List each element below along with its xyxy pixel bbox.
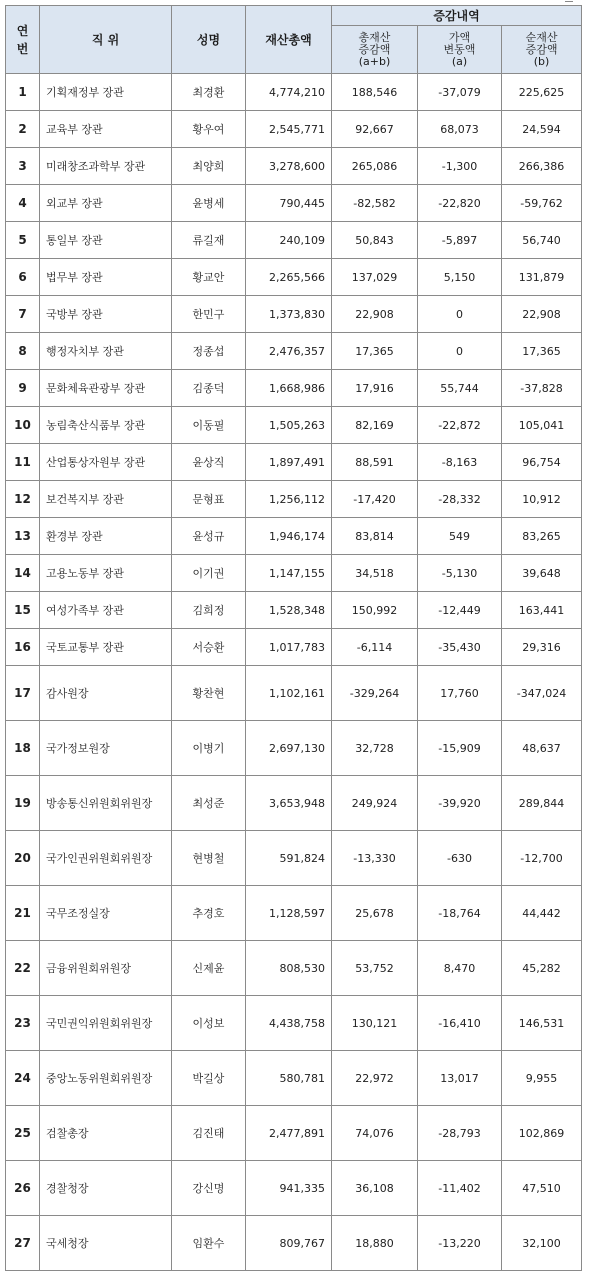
row-name: 현병철	[172, 831, 246, 886]
row-total: 1,528,348	[246, 592, 332, 629]
table-row	[6, 444, 582, 481]
row-total: 4,774,210	[246, 74, 332, 111]
row-name: 문형표	[172, 481, 246, 518]
row-net-change: 163,441	[502, 592, 582, 629]
row-total-change: -13,330	[332, 831, 418, 886]
table-row	[6, 629, 582, 666]
row-number: 8	[6, 333, 40, 370]
row-net-change: 10,912	[502, 481, 582, 518]
row-net-change: 22,908	[502, 296, 582, 333]
row-total-change: 150,992	[332, 592, 418, 629]
row-total: 2,477,891	[246, 1106, 332, 1161]
header-total-change: 총재산 증감액 (a+b)	[332, 26, 418, 74]
row-total-change: 34,518	[332, 555, 418, 592]
row-title: 감사원장	[40, 666, 172, 721]
table-row	[6, 481, 582, 518]
row-price-change: -16,410	[418, 996, 502, 1051]
row-total-change: 188,546	[332, 74, 418, 111]
table-row	[6, 886, 582, 941]
row-net-change: -12,700	[502, 831, 582, 886]
row-total-change: 17,365	[332, 333, 418, 370]
row-number: 11	[6, 444, 40, 481]
row-name: 정종섭	[172, 333, 246, 370]
header-change-group: 증감내역	[332, 6, 582, 26]
row-total-change: 53,752	[332, 941, 418, 996]
header-price-change: 가액 변동액 (a)	[418, 26, 502, 74]
row-price-change: 0	[418, 296, 502, 333]
row-price-change: -22,872	[418, 407, 502, 444]
row-name: 신제윤	[172, 941, 246, 996]
row-name: 황우여	[172, 111, 246, 148]
row-total-change: -82,582	[332, 185, 418, 222]
table-row	[6, 222, 582, 259]
row-total: 1,128,597	[246, 886, 332, 941]
row-total-change: 83,814	[332, 518, 418, 555]
row-price-change: 5,150	[418, 259, 502, 296]
corner-mark	[565, 1, 573, 2]
row-total: 3,653,948	[246, 776, 332, 831]
asset-table-container	[5, 5, 581, 1271]
table-row	[6, 518, 582, 555]
row-net-change: 146,531	[502, 996, 582, 1051]
row-net-change: 17,365	[502, 333, 582, 370]
row-total-change: 130,121	[332, 996, 418, 1051]
row-total-change: 25,678	[332, 886, 418, 941]
row-net-change: 39,648	[502, 555, 582, 592]
row-name: 강신명	[172, 1161, 246, 1216]
row-total-change: -17,420	[332, 481, 418, 518]
row-total-change: 137,029	[332, 259, 418, 296]
table-row	[6, 148, 582, 185]
row-total-change: -6,114	[332, 629, 418, 666]
row-number: 24	[6, 1051, 40, 1106]
row-number: 2	[6, 111, 40, 148]
row-price-change: -8,163	[418, 444, 502, 481]
header-no: 연 번	[6, 6, 40, 74]
row-total: 2,265,566	[246, 259, 332, 296]
row-price-change: -35,430	[418, 629, 502, 666]
row-price-change: -5,130	[418, 555, 502, 592]
table-row	[6, 74, 582, 111]
row-price-change: -39,920	[418, 776, 502, 831]
row-total-change: 92,667	[332, 111, 418, 148]
row-number: 7	[6, 296, 40, 333]
table-row	[6, 831, 582, 886]
row-price-change: 549	[418, 518, 502, 555]
row-price-change: -15,909	[418, 721, 502, 776]
row-title: 국무조정실장	[40, 886, 172, 941]
row-title: 법무부 장관	[40, 259, 172, 296]
row-name: 황찬현	[172, 666, 246, 721]
row-number: 15	[6, 592, 40, 629]
row-price-change: 8,470	[418, 941, 502, 996]
row-name: 윤성규	[172, 518, 246, 555]
row-title: 행정자치부 장관	[40, 333, 172, 370]
row-number: 27	[6, 1216, 40, 1271]
row-total-change: 50,843	[332, 222, 418, 259]
row-title: 국세청장	[40, 1216, 172, 1271]
row-price-change: 13,017	[418, 1051, 502, 1106]
row-number: 14	[6, 555, 40, 592]
row-total: 1,897,491	[246, 444, 332, 481]
row-net-change: 266,386	[502, 148, 582, 185]
table-row	[6, 1216, 582, 1271]
row-title: 국민권익위원회위원장	[40, 996, 172, 1051]
row-price-change: -12,449	[418, 592, 502, 629]
row-price-change: -28,332	[418, 481, 502, 518]
row-title: 농림축산식품부 장관	[40, 407, 172, 444]
row-price-change: -18,764	[418, 886, 502, 941]
table-row	[6, 666, 582, 721]
row-total-change: 82,169	[332, 407, 418, 444]
table-row	[6, 333, 582, 370]
row-number: 10	[6, 407, 40, 444]
header-net-change: 순재산 증감액 (b)	[502, 26, 582, 74]
row-number: 13	[6, 518, 40, 555]
row-net-change: 131,879	[502, 259, 582, 296]
table-row	[6, 1106, 582, 1161]
row-name: 최양희	[172, 148, 246, 185]
row-total: 1,256,112	[246, 481, 332, 518]
row-total: 808,530	[246, 941, 332, 996]
row-net-change: 96,754	[502, 444, 582, 481]
row-total: 1,102,161	[246, 666, 332, 721]
row-total-change: 22,972	[332, 1051, 418, 1106]
header-name: 성명	[172, 6, 246, 74]
row-total-change: 22,908	[332, 296, 418, 333]
row-name: 이병기	[172, 721, 246, 776]
row-number: 4	[6, 185, 40, 222]
row-price-change: 17,760	[418, 666, 502, 721]
row-total: 790,445	[246, 185, 332, 222]
row-price-change: 68,073	[418, 111, 502, 148]
row-name: 윤병세	[172, 185, 246, 222]
row-title: 여성가족부 장관	[40, 592, 172, 629]
row-total: 580,781	[246, 1051, 332, 1106]
row-net-change: 44,442	[502, 886, 582, 941]
row-total-change: -329,264	[332, 666, 418, 721]
row-net-change: -59,762	[502, 185, 582, 222]
table-row	[6, 592, 582, 629]
table-row	[6, 776, 582, 831]
row-title: 외교부 장관	[40, 185, 172, 222]
row-name: 김희정	[172, 592, 246, 629]
row-total: 3,278,600	[246, 148, 332, 185]
row-total: 240,109	[246, 222, 332, 259]
header-total: 재산총액	[246, 6, 332, 74]
row-name: 김진태	[172, 1106, 246, 1161]
table-row	[6, 721, 582, 776]
row-number: 18	[6, 721, 40, 776]
row-number: 20	[6, 831, 40, 886]
row-number: 17	[6, 666, 40, 721]
row-price-change: 55,744	[418, 370, 502, 407]
row-title: 산업통상자원부 장관	[40, 444, 172, 481]
row-title: 보건복지부 장관	[40, 481, 172, 518]
row-title: 국가인권위원회위원장	[40, 831, 172, 886]
row-title: 기획재정부 장관	[40, 74, 172, 111]
table-row	[6, 296, 582, 333]
row-total: 1,147,155	[246, 555, 332, 592]
row-net-change: 9,955	[502, 1051, 582, 1106]
table-row	[6, 1051, 582, 1106]
row-price-change: -22,820	[418, 185, 502, 222]
row-price-change: -28,793	[418, 1106, 502, 1161]
row-total: 591,824	[246, 831, 332, 886]
table-row	[6, 185, 582, 222]
row-total-change: 17,916	[332, 370, 418, 407]
row-name: 이성보	[172, 996, 246, 1051]
row-total-change: 249,924	[332, 776, 418, 831]
row-title: 미래창조과학부 장관	[40, 148, 172, 185]
row-title: 문화체육관광부 장관	[40, 370, 172, 407]
row-total: 1,373,830	[246, 296, 332, 333]
row-name: 이기권	[172, 555, 246, 592]
row-title: 중앙노동위원회위원장	[40, 1051, 172, 1106]
row-price-change: 0	[418, 333, 502, 370]
row-number: 16	[6, 629, 40, 666]
row-net-change: 45,282	[502, 941, 582, 996]
row-price-change: -13,220	[418, 1216, 502, 1271]
row-title: 국방부 장관	[40, 296, 172, 333]
row-net-change: -347,024	[502, 666, 582, 721]
row-title: 금융위원회위원장	[40, 941, 172, 996]
row-net-change: 56,740	[502, 222, 582, 259]
row-name: 최성준	[172, 776, 246, 831]
row-total: 1,017,783	[246, 629, 332, 666]
row-price-change: -630	[418, 831, 502, 886]
row-net-change: 102,869	[502, 1106, 582, 1161]
row-number: 5	[6, 222, 40, 259]
row-number: 1	[6, 74, 40, 111]
row-name: 추경호	[172, 886, 246, 941]
row-number: 26	[6, 1161, 40, 1216]
table-row	[6, 555, 582, 592]
row-total: 1,946,174	[246, 518, 332, 555]
row-net-change: 105,041	[502, 407, 582, 444]
table-row	[6, 407, 582, 444]
row-number: 19	[6, 776, 40, 831]
row-price-change: -37,079	[418, 74, 502, 111]
row-title: 방송통신위원회위원장	[40, 776, 172, 831]
row-name: 한민구	[172, 296, 246, 333]
row-net-change: -37,828	[502, 370, 582, 407]
row-net-change: 289,844	[502, 776, 582, 831]
row-title: 통일부 장관	[40, 222, 172, 259]
row-total: 4,438,758	[246, 996, 332, 1051]
row-total: 809,767	[246, 1216, 332, 1271]
row-price-change: -1,300	[418, 148, 502, 185]
row-number: 23	[6, 996, 40, 1051]
row-name: 서승환	[172, 629, 246, 666]
row-name: 윤상직	[172, 444, 246, 481]
row-title: 경찰청장	[40, 1161, 172, 1216]
row-total: 1,668,986	[246, 370, 332, 407]
row-number: 3	[6, 148, 40, 185]
row-net-change: 225,625	[502, 74, 582, 111]
row-number: 9	[6, 370, 40, 407]
row-total: 2,545,771	[246, 111, 332, 148]
row-title: 교육부 장관	[40, 111, 172, 148]
row-name: 박길상	[172, 1051, 246, 1106]
row-net-change: 83,265	[502, 518, 582, 555]
row-total-change: 36,108	[332, 1161, 418, 1216]
row-total-change: 18,880	[332, 1216, 418, 1271]
row-name: 이동필	[172, 407, 246, 444]
row-number: 12	[6, 481, 40, 518]
table-row	[6, 1161, 582, 1216]
row-title: 검찰총장	[40, 1106, 172, 1161]
row-net-change: 48,637	[502, 721, 582, 776]
row-net-change: 29,316	[502, 629, 582, 666]
table-row	[6, 996, 582, 1051]
row-title: 국토교통부 장관	[40, 629, 172, 666]
row-number: 22	[6, 941, 40, 996]
table-row	[6, 370, 582, 407]
row-net-change: 24,594	[502, 111, 582, 148]
row-number: 25	[6, 1106, 40, 1161]
row-price-change: -11,402	[418, 1161, 502, 1216]
row-name: 류길재	[172, 222, 246, 259]
row-number: 21	[6, 886, 40, 941]
header-title: 직 위	[40, 6, 172, 74]
row-title: 환경부 장관	[40, 518, 172, 555]
row-total-change: 74,076	[332, 1106, 418, 1161]
row-net-change: 32,100	[502, 1216, 582, 1271]
table-row	[6, 941, 582, 996]
row-total: 1,505,263	[246, 407, 332, 444]
row-net-change: 47,510	[502, 1161, 582, 1216]
row-name: 임환수	[172, 1216, 246, 1271]
row-total-change: 32,728	[332, 721, 418, 776]
row-total-change: 265,086	[332, 148, 418, 185]
row-total: 2,476,357	[246, 333, 332, 370]
table-body	[6, 74, 582, 1271]
table-row	[6, 111, 582, 148]
row-name: 황교안	[172, 259, 246, 296]
row-total: 941,335	[246, 1161, 332, 1216]
row-number: 6	[6, 259, 40, 296]
row-total: 2,697,130	[246, 721, 332, 776]
row-name: 최경환	[172, 74, 246, 111]
asset-change-table	[5, 5, 582, 1271]
row-price-change: -5,897	[418, 222, 502, 259]
row-title: 국가정보원장	[40, 721, 172, 776]
row-title: 고용노동부 장관	[40, 555, 172, 592]
table-row	[6, 259, 582, 296]
row-name: 김종덕	[172, 370, 246, 407]
row-total-change: 88,591	[332, 444, 418, 481]
